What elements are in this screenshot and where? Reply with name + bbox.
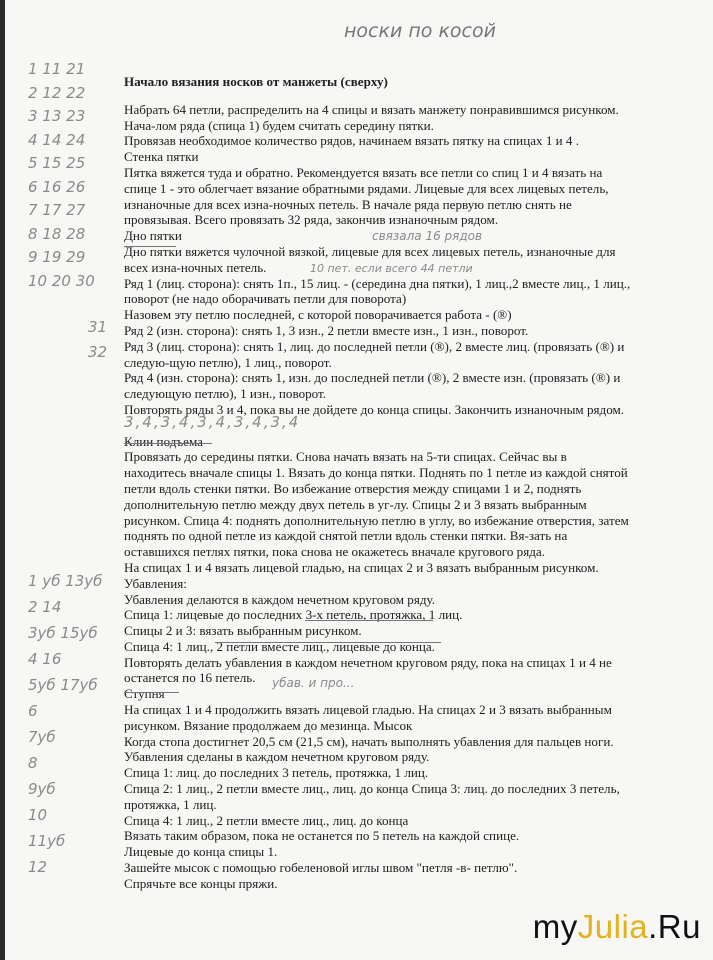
text-line: Провязав необходимое количество рядов, начинаем вязать пятку на спицах 1 и 4 .: [124, 133, 580, 149]
pen-underline: [124, 443, 212, 444]
margin-decrease-count: 2 14: [28, 598, 62, 616]
text-line: поворот (не надо оборачивать петли для поворота): [124, 291, 407, 307]
watermark-suffix: .Ru: [648, 908, 701, 945]
pen-underline: [124, 692, 179, 693]
text-line: находитесь вначале спицы 1. Вязать до конца пятки. Поднять по 1 петле из каждой снятой: [124, 465, 628, 481]
handwritten-note-sequence: 3,4,3,4,3,4,3,4,3,4: [124, 413, 301, 431]
handwritten-header-note: носки по косой: [344, 20, 496, 42]
site-watermark: [533, 908, 701, 946]
margin-row-count: 7 17 27: [28, 201, 86, 219]
pen-underline: [215, 642, 441, 643]
text-line: рисунком. Спица 4: поднять дополнительную петлю в углу, во избежание отверстия, затем: [124, 512, 629, 528]
pen-underline: [124, 246, 176, 247]
margin-row-count: 8 18 28: [28, 224, 86, 243]
text-line: следую-щую петлю), 1 лиц., поворот.: [124, 354, 332, 370]
text-line: останется по 16 петель.: [124, 670, 256, 686]
margin-row-count: 31: [88, 318, 108, 336]
instruction-text: [124, 74, 699, 892]
margin-decrease-count: 1 уб 13уб: [28, 572, 103, 590]
text-line: протяжка, 1 лиц.: [124, 796, 217, 812]
text-line: спице 1 - это облегчает вязание обратными рядами. Лицевые для всех лицевых петель,: [124, 180, 609, 196]
text-line: Спрячьте все концы пряжи.: [124, 875, 278, 891]
text-line: Убавления делаются в каждом нечетном круговом ряду.: [124, 591, 436, 607]
instruction-lines: [124, 102, 699, 892]
text-line: [124, 418, 699, 434]
text-line: Когда стопа достигнет 20,5 см (21,5 см), начать выполнять убавления для пальцев ноги.: [124, 733, 614, 749]
margin-row-count: 2 12 22: [28, 83, 86, 102]
watermark-accent: Julia: [577, 908, 649, 945]
handwritten-note-stitches: 10 пет. если всего 44 петли: [310, 262, 473, 275]
text-line: Клин подъема: [124, 433, 203, 449]
margin-decrease-count: 10: [28, 806, 48, 824]
text-line: следующую петлю), 1 изн., поворот.: [124, 386, 327, 402]
text-line: Зашейте мысок с помощью гобеленовой иглы швом "петля -в- петлю".: [124, 860, 518, 876]
text-line: Ряд 2 (изн. сторона): снять 1, 3 изн., 2 петли вместе изн., 1 изн., поворот.: [124, 322, 529, 338]
handwritten-note-foot: убав. и про...: [272, 676, 355, 690]
margin-decrease-count: 5уб 17уб: [28, 676, 98, 694]
text-line: провязывая. Всего провязать 32 ряда, закончив изнаночным рядом.: [124, 212, 499, 228]
margin-row-count: 5 15 25: [28, 154, 86, 172]
margin-decrease-count: 9уб: [28, 780, 56, 798]
text-line: Назовем эту петлю последней, с которой поворачивается работа - (®): [124, 307, 512, 323]
margin-row-count: 6 16 26: [28, 177, 86, 196]
margin-decrease-count: 12: [28, 858, 48, 876]
text-line: Пятка вяжется туда и обратно. Рекомендуется вязать все петли со спиц 1 и 4 вязать на: [124, 164, 603, 180]
text-line: Спица 4: 1 лиц., 2 петли вместе лиц., лиц. до конца: [124, 812, 409, 828]
document-title: Начало вязания носков от манжеты (сверху): [124, 74, 388, 89]
text-line: Спица 1: лиц. до последних 3 петель, протяжка, 1 лиц.: [124, 765, 429, 781]
watermark-prefix: my: [532, 908, 578, 945]
text-line: Ступня: [124, 686, 165, 702]
margin-row-count: 32: [88, 343, 108, 361]
text-line: Спица 4: 1 лиц., 2 петли вместе лиц., лицевые до конца.: [124, 638, 435, 654]
text-line: Убавления:: [124, 575, 187, 591]
text-line: Вязать таким образом, пока не останется по 5 петель на каждой спице.: [124, 828, 520, 844]
text-line: Убавления сделаны в каждом нечетном круговом ряду.: [124, 749, 430, 765]
text-line: Стенка пятки: [124, 149, 199, 165]
text-line: всех изна-ночных петель.: [124, 259, 267, 275]
text-line: изнаночные для всех изна-ночных петель. В начале ряда первую петлю снять не: [124, 196, 572, 212]
text-line: На спицах 1 и 4 вязать лицевой гладью, на спицах 2 и 3 вязать выбранным рисунком.: [124, 559, 599, 575]
margin-row-count: 9 19 29: [28, 248, 86, 266]
text-line: Набрать 64 петли, распределить на 4 спицы и вязать манжету понравившимся рисунком.: [124, 101, 619, 117]
margin-decrease-count: 3уб 15уб: [28, 624, 98, 642]
margin-decrease-count: 4 16: [28, 650, 62, 668]
margin-decrease-count: 8: [28, 754, 38, 772]
margin-decrease-count: 6: [28, 702, 38, 720]
margin-row-count: 4 14 24: [28, 130, 86, 149]
text-line: Ряд 3 (лиц. сторона): снять 1, лиц. до последней петли (®), 2 вместе лиц. (провязать (®) и: [124, 338, 625, 354]
text-line: Ряд 1 (лиц. сторона): снять 1п., 15 лиц. - (середина дна пятки), 1 лиц.,2 вместе лиц., 1 лиц.,: [124, 275, 631, 291]
scan-edge-shadow: [0, 0, 5, 960]
text-line: Повторять ряды 3 и 4, пока вы не дойдете до конца спицы. Закончить изнаночным рядом.: [124, 401, 625, 417]
text-line: Нача-лом ряда (спица 1) будем считать середину пятки.: [124, 117, 434, 133]
text-line: Спица 1: лицевые до последних 3-х петель, протяжка, 1 лиц.: [124, 607, 463, 623]
margin-row-count: 3 13 23: [28, 107, 86, 125]
margin-decrease-count: 7уб: [28, 728, 56, 746]
handwritten-note-rows: связала 16 рядов: [372, 229, 483, 243]
text-line: рисунком. Вязание продолжаем до мезинца. Мысок: [124, 717, 413, 733]
text-line: Провязать до середины пятки. Снова начать вязать на 5-ти спицах. Сейчас вы в: [124, 449, 567, 465]
text-line: дополнительную петлю между двух петель в уг-лу. Спицы 2 и 3 вязать выбранным: [124, 496, 587, 512]
text-line: петли вдоль стенки пятки. Во избежание отверстия между спицами 1 и 2, поднять: [124, 480, 582, 496]
pen-underline: [305, 620, 433, 621]
margin-row-count: 10 20 30: [28, 271, 95, 290]
margin-row-count: 1 11 21: [28, 60, 86, 78]
text-line: Ряд 4 (изн. сторона): снять 1, изн. до последней петли (®), 2 вместе изн. (провязать (®) и: [124, 370, 621, 386]
text-line: поднять по одной петле из каждой снятой петли вдоль стенки пятки. Вя-зать на: [124, 528, 568, 544]
text-line: Спица 2: 1 лиц., 2 петли вместе лиц., лиц. до конца Спица 3: лиц. до последних 3 петель,: [124, 781, 620, 797]
text-line: Дно пятки: [124, 228, 182, 244]
text-line: Повторять делать убавления в каждом нечетном круговом ряду, пока на спицах 1 и 4 не: [124, 654, 612, 670]
margin-decrease-count: 11уб: [28, 832, 66, 850]
text-line: Лицевые до конца спицы 1.: [124, 844, 278, 860]
text-line: На спицах 1 и 4 продолжить вязать лицевой гладью. На спицах 2 и 3 вязать выбранным: [124, 702, 612, 718]
text-line: Спицы 2 и 3: вязать выбранным рисунком.: [124, 623, 362, 639]
handwritten-margin-notes: [28, 60, 123, 920]
text-line: оставшихся петлях пятки, пока снова не окажетесь вначале кругового ряда.: [124, 544, 545, 560]
text-line: Дно пятки вяжется чулочной вязкой, лицевые для всех лицевых петель, изнаночные для: [124, 243, 616, 259]
